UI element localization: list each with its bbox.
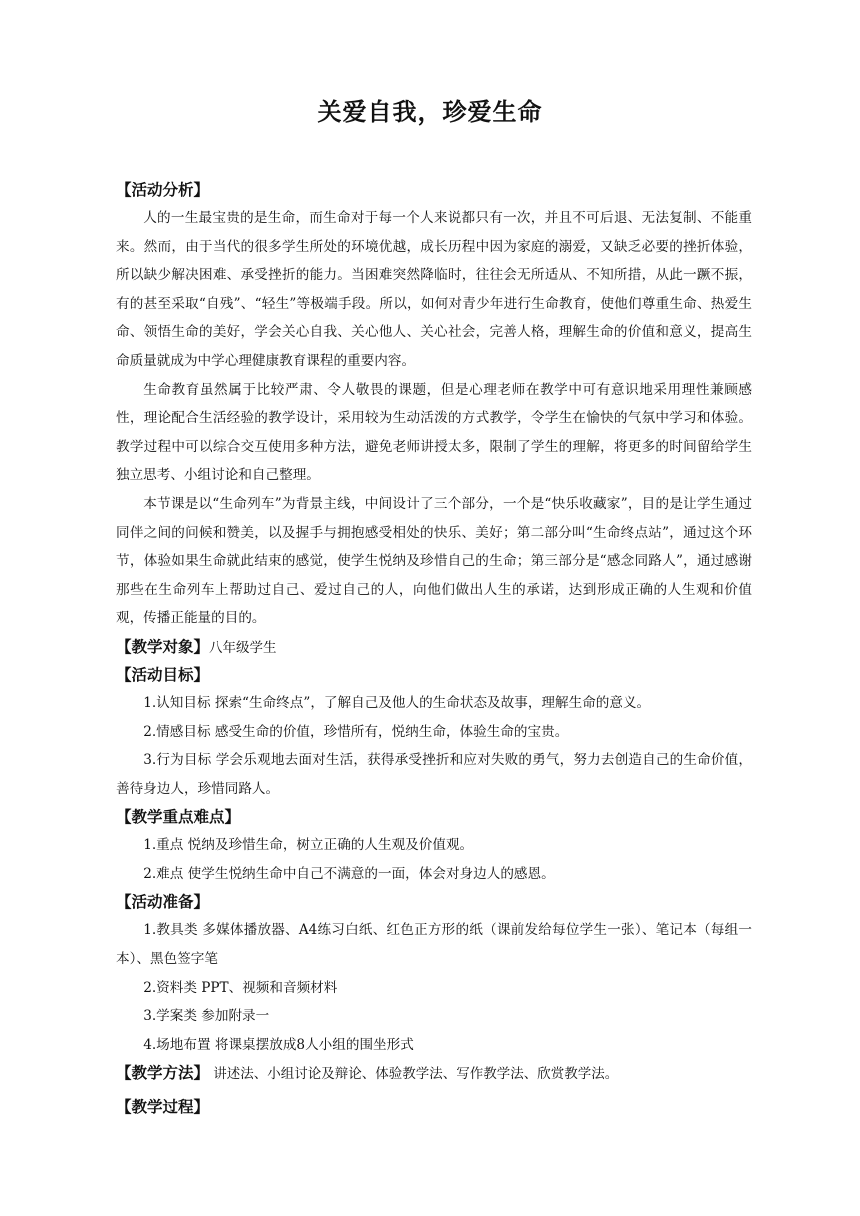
analysis-paragraph-2: 生命教育虽然属于比较严肃、令人敬畏的课题，但是心理老师在教学中可有意识地采用理性兼顾感性，理论配合生活经验的教学设计，采用较为生动活泼的方式教学，令学生在愉快的气氛中学习和体验。教学过程中可以综合交互使用多种方法，避免老师讲授太多，限制了学生的理解，将更多的时间留给学生独立思考、小组讨论和自己整理。 xyxy=(116,381,752,484)
document-body xyxy=(116,176,752,1121)
section-heading-methods xyxy=(116,1059,752,1087)
analysis-paragraph-3: 本节课是以“生命列车”为背景主线，中间设计了三个部分，一个是“快乐收藏家”，目的是让学生通过同伴之间的问候和赞美，以及握手与拥抱感受相处的快乐、美好；第二部分叫“生命终点站”，通过这个环节，体验如果生命就此结束的感觉，使学生悦纳及珍惜自己的生命；第三部分是“感念同路人”，通过感谢那些在生命列车上帮助过自己、爱过自己的人，向他们做出人生的承诺，达到形成正确的人生观和价值观，传播正能量的目的。 xyxy=(116,495,752,627)
methods-heading-label: 【教学方法】 xyxy=(116,1064,210,1083)
goal-item-1: 1.认知目标 探索“生命终点”，了解自己及他人的生命状态及故事，理解生命的意义。 xyxy=(143,694,651,711)
key-point-item-1: 1.重点 悦纳及珍惜生命，树立正确的人生观及价值观。 xyxy=(143,837,474,854)
preparation-item-3: 3.学案类 参加附录一 xyxy=(143,1008,270,1025)
preparation-item-1: 1.教具类 多媒体播放器、A4练习白纸、红色正方形的纸（课前发给每位学生一张）、笔记本（每组一本）、黑色签字笔 xyxy=(116,922,752,968)
key-point-item-2: 2.难点 使学生悦纳生命中自己不满意的一面，体会对身边人的感恩。 xyxy=(143,865,555,882)
goal-item-2: 2.情感目标 感受生命的价值，珍惜所有，悦纳生命，体验生命的宝贵。 xyxy=(143,723,569,740)
target-heading-label: 【教学对象】 xyxy=(116,637,210,656)
section-heading-key-points: 【教学重点难点】 xyxy=(116,808,241,827)
section-heading-goals: 【活动目标】 xyxy=(116,665,210,684)
preparation-item-4: 4.场地布置 将课桌摆放成8人小组的围坐形式 xyxy=(143,1036,414,1053)
analysis-paragraph-1: 人的一生最宝贵的是生命，而生命对于每一个人来说都只有一次，并且不可后退、无法复制、不能重来。然而，由于当代的很多学生所处的环境优越，成长历程中因为家庭的溺爱，又缺乏必要的挫折体验，所以缺少解决困难、承受挫折的能力。当困难突然降临时，往往会无所适从、不知所措，从此一蹶不振，有的甚至采取“自残”、“轻生”等极端手段。所以，如何对青少年进行生命教育，使他们尊重生命、热爱生命、领悟生命的美好，学会关心自我、关心他人、关心社会，完善人格，理解生命的价值和意义，提高生命质量就成为中学心理健康教育课程的重要内容。 xyxy=(116,210,752,369)
methods-value: 讲述法、小组讨论及辩论、体验教学法、写作教学法、欣赏教学法。 xyxy=(209,1066,619,1083)
target-value: 八年级学生 xyxy=(209,639,277,656)
section-heading-target xyxy=(116,633,752,661)
section-heading-analysis: 【活动分析】 xyxy=(116,181,210,199)
page-title: 关爱自我，珍爱生命 xyxy=(317,98,543,126)
goal-item-3: 3.行为目标 学会乐观地去面对生活，获得承受挫折和应对失败的勇气，努力去创造自己的生命价值，善待身边人，珍惜同路人。 xyxy=(116,752,752,797)
section-heading-process: 【教学过程】 xyxy=(116,1098,210,1117)
section-heading-preparation: 【活动准备】 xyxy=(116,893,210,912)
preparation-item-2: 2.资料类 PPT、视频和音频材料 xyxy=(143,979,338,996)
